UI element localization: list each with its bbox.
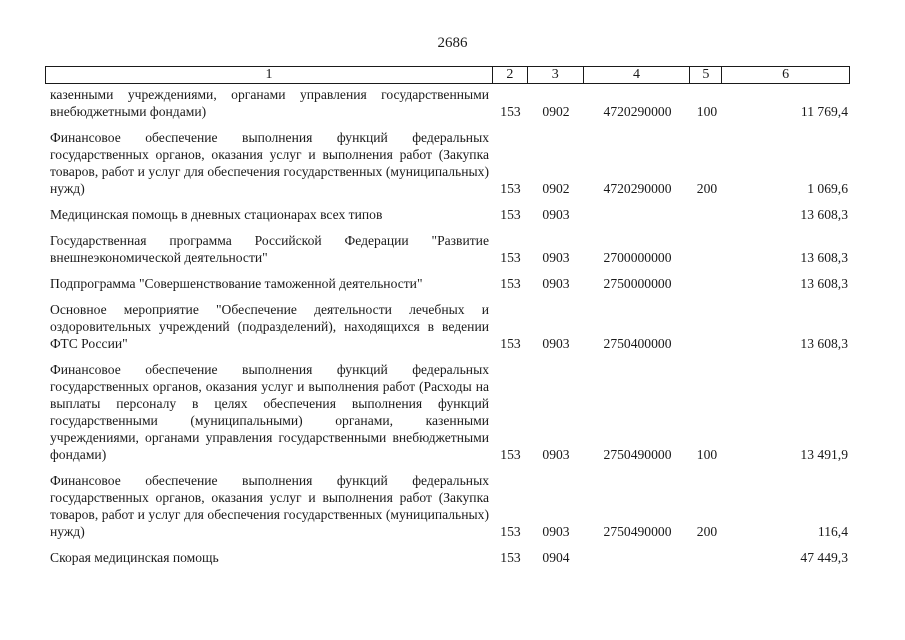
row-section-code: 0903 <box>542 447 570 462</box>
row-section-code: 0902 <box>542 181 570 196</box>
row-section-code: 0903 <box>542 524 570 539</box>
row-description: Основное мероприятие "Обеспечение деятельности лечебных и оздоровительных учреждений (подразделений), находящихся в ведении ФТС России" <box>50 302 489 351</box>
row-section-code: 0904 <box>542 550 570 565</box>
row-target-code: 2700000000 <box>603 250 672 265</box>
row-amount: 47 449,3 <box>800 550 848 565</box>
row-amount: 13 608,3 <box>800 336 848 351</box>
row-target-code: 4720290000 <box>603 181 672 196</box>
row-target-code: 2750490000 <box>603 524 672 539</box>
row-description: Финансовое обеспечение выполнения функций федеральных государственных органов, оказания услуг и выполнения работ (Закупка товаров, работ и услуг для обеспечения государственных (муниципальных) нужд) <box>50 473 489 539</box>
page-number: 2686 <box>437 35 468 51</box>
row-section-code: 0903 <box>542 207 570 222</box>
table-row <box>45 301 850 352</box>
row-target-code: 4720290000 <box>603 104 672 119</box>
row-expense-type: 100 <box>696 104 718 119</box>
table-row <box>45 361 850 463</box>
row-ministry-code: 153 <box>500 207 521 222</box>
row-section-code: 0903 <box>542 276 570 291</box>
table-row <box>45 275 850 292</box>
row-expense-type: 100 <box>696 447 718 462</box>
row-description: Государственная программа Российской Федерации "Развитие внешнеэкономической деятельности" <box>50 233 489 265</box>
row-amount: 1 069,6 <box>807 181 848 196</box>
row-ministry-code: 153 <box>500 524 521 539</box>
row-ministry-code: 153 <box>500 250 521 265</box>
row-expense-type: 200 <box>696 524 718 539</box>
column-header-4: 4 <box>584 67 691 83</box>
row-description: Медицинская помощь в дневных стационарах всех типов <box>50 207 383 222</box>
table-body <box>45 86 850 575</box>
table-header-row <box>45 66 850 84</box>
row-section-code: 0903 <box>542 250 570 265</box>
row-target-code: 2750000000 <box>603 276 672 291</box>
table-row <box>45 232 850 266</box>
column-header-1: 1 <box>46 67 493 83</box>
row-description: казенными учреждениями, органами управления государственными внебюджетными фондами) <box>50 87 489 119</box>
column-header-6: 6 <box>782 67 790 82</box>
row-ministry-code: 153 <box>500 447 521 462</box>
column-header-3: 3 <box>528 67 584 83</box>
row-description: Финансовое обеспечение выполнения функций федеральных государственных органов, оказания услуг и выполнения работ (Расходы на выплаты персоналу в целях обеспечения выполнения функций государственными (муниципальными) органами, казенными учреждениями, органами управления государственными внебюджетными фондами) <box>50 362 489 462</box>
row-target-code: 2750490000 <box>603 447 672 462</box>
row-amount: 13 491,9 <box>800 447 848 462</box>
column-header-5: 5 <box>690 67 722 83</box>
row-section-code: 0902 <box>542 104 570 119</box>
row-ministry-code: 153 <box>500 336 521 351</box>
table-row <box>45 86 850 120</box>
table-row <box>45 129 850 197</box>
row-expense-type: 200 <box>696 181 718 196</box>
table-row <box>45 549 850 566</box>
row-description: Скорая медицинская помощь <box>50 550 219 565</box>
row-ministry-code: 153 <box>500 276 521 291</box>
column-header-2: 2 <box>493 67 528 83</box>
row-description: Финансовое обеспечение выполнения функций федеральных государственных органов, оказания услуг и выполнения работ (Закупка товаров, работ и услуг для обеспечения государственных (муниципальных) нужд) <box>50 130 489 196</box>
row-amount: 11 769,4 <box>800 104 848 119</box>
row-amount: 13 608,3 <box>800 207 848 222</box>
row-section-code: 0903 <box>542 336 570 351</box>
table-row <box>45 472 850 540</box>
row-amount: 13 608,3 <box>800 276 848 291</box>
row-amount: 116,4 <box>817 524 848 539</box>
row-target-code: 2750400000 <box>603 336 672 351</box>
row-amount: 13 608,3 <box>800 250 848 265</box>
row-description: Подпрограмма "Совершенствование таможенной деятельности" <box>50 276 423 291</box>
row-ministry-code: 153 <box>500 550 521 565</box>
row-ministry-code: 153 <box>500 181 521 196</box>
table-row <box>45 206 850 223</box>
row-ministry-code: 153 <box>500 104 521 119</box>
